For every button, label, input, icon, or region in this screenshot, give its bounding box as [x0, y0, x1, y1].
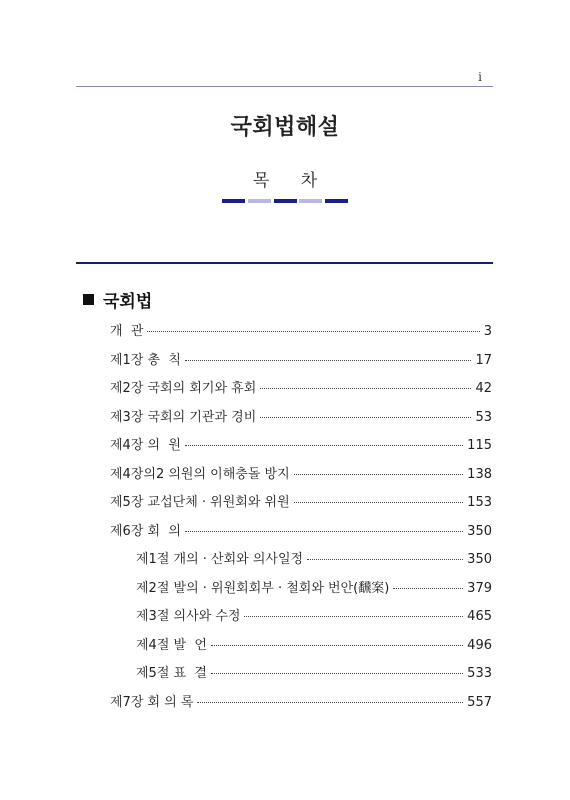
- dot-leader: [211, 673, 463, 674]
- toc-entry[interactable]: [110, 691, 492, 709]
- dash-1: [222, 199, 245, 203]
- toc-entry-page: 496: [467, 637, 492, 653]
- dot-leader: [294, 474, 464, 475]
- dot-leader: [294, 502, 464, 503]
- dot-leader: [260, 388, 471, 389]
- toc-entry-page: 17: [475, 352, 492, 368]
- toc-entry[interactable]: [136, 662, 492, 680]
- toc-entry-label: 제3절 의사와 수정: [136, 609, 241, 624]
- toc-entry-label: 제4절 발 언: [136, 637, 207, 653]
- dash-2: [248, 199, 271, 203]
- black-square-icon: [83, 294, 94, 305]
- toc-entry[interactable]: [110, 349, 492, 367]
- toc-entry[interactable]: [136, 634, 492, 652]
- header-rule: [76, 86, 493, 87]
- toc-entry[interactable]: [110, 320, 492, 338]
- toc-entry-label: 제7장 회 의 록: [110, 694, 194, 710]
- dash-5: [325, 199, 348, 203]
- toc-entry-label: 제5장 교섭단체 · 위원회와 위원: [110, 495, 290, 510]
- toc-entry-label: 제3장 국회의 기관과 경비: [110, 409, 257, 425]
- toc-entry-label: 제1절 개의 · 산회와 의사일정: [136, 552, 304, 567]
- toc-entry[interactable]: [110, 434, 492, 452]
- dot-leader: [185, 531, 463, 532]
- decorative-dashes: [222, 199, 348, 204]
- dot-leader: [185, 360, 472, 361]
- book-title: 국회법해설: [230, 115, 340, 140]
- toc-entry-label: 제2장 국회의 회기와 휴회: [110, 381, 257, 396]
- dash-3: [274, 199, 297, 203]
- dot-leader: [147, 331, 479, 332]
- dot-leader: [260, 417, 471, 418]
- toc-entry-label: 제4장의2 의원의 이해충돌 방지: [110, 466, 290, 482]
- dot-leader: [244, 616, 463, 617]
- toc-entry[interactable]: [136, 548, 492, 566]
- toc-entry-page: 138: [467, 466, 492, 482]
- toc-entry-page: 379: [467, 580, 492, 596]
- toc-entry-page: 350: [467, 552, 492, 567]
- toc-entry-label: 제4장 의 원: [110, 438, 181, 453]
- toc-entry[interactable]: [110, 491, 492, 509]
- toc-entry[interactable]: [110, 406, 492, 424]
- dot-leader: [185, 445, 463, 446]
- dot-leader: [211, 645, 463, 646]
- toc-entry-page: 465: [467, 609, 492, 624]
- toc-entry-page: 3: [483, 324, 492, 339]
- toc-entry[interactable]: [136, 577, 492, 595]
- dot-leader: [393, 588, 463, 589]
- toc-entry[interactable]: [110, 377, 492, 395]
- dot-leader: [197, 702, 463, 703]
- toc-entry-page: 115: [467, 438, 492, 453]
- toc-entry[interactable]: [136, 605, 492, 623]
- toc-entry-label: 제6장 회 의: [110, 523, 181, 539]
- section-title: 국회법: [103, 292, 153, 312]
- toc-heading: 목 차: [252, 171, 318, 191]
- toc-entry-page: 557: [467, 694, 492, 710]
- section-heading: [83, 287, 152, 312]
- toc-entry-page: 153: [467, 495, 492, 510]
- toc-entry[interactable]: [110, 520, 492, 538]
- dash-4: [299, 199, 322, 203]
- toc-entry-label: 제2절 발의 · 위원회회부 · 철회와 번안(飜案): [136, 580, 390, 596]
- toc-entry-label: 제1장 총 칙: [110, 352, 181, 368]
- dot-leader: [307, 559, 463, 560]
- toc-entry-page: 350: [467, 523, 492, 539]
- toc-entry-label: 개 관: [110, 324, 144, 339]
- toc-entry-page: 42: [475, 381, 492, 396]
- toc-entry-page: 533: [467, 666, 492, 681]
- toc-entry-label: 제5절 표 결: [136, 666, 207, 681]
- toc-entry[interactable]: [110, 463, 492, 481]
- page-number: i: [478, 70, 482, 84]
- section-rule: [76, 262, 493, 264]
- toc-entry-page: 53: [475, 409, 492, 425]
